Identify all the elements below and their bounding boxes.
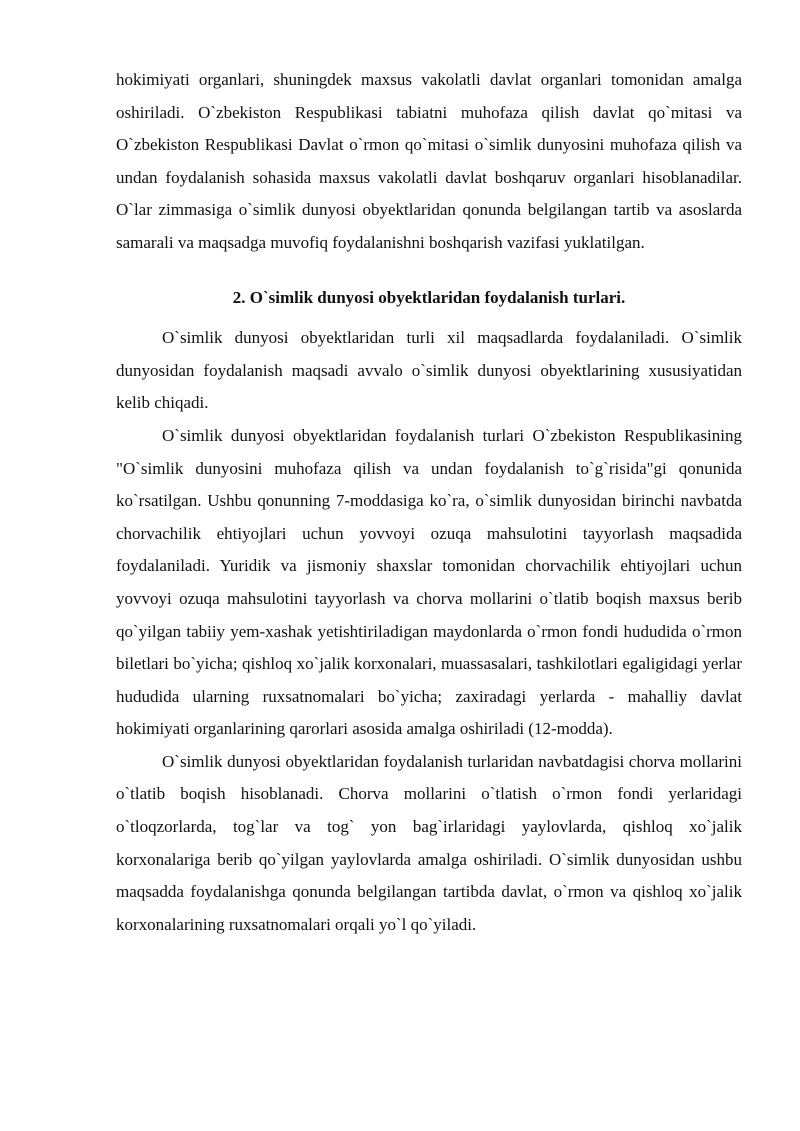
paragraph-intro: O`simlik dunyosi obyektlaridan turli xil maqsadlarda foydalaniladi. O`simlik dunyosidan foydalanish maqsadi avvalo o`simlik dunyosi obyektlarining xususiyatidan kelib chiqadi.	[116, 328, 742, 413]
paragraph-continuation: hokimiyati organlari, shuningdek maxsus vakolatli davlat organlari tomonidan amalga oshiriladi. O`zbekiston Respublikasi tabiatni muhofaza qilish davlat qo`mitasi va O`zbekiston Respublikasi Davlat o`rmon qo`mitasi o`simlik dunyosini muhofaza qilish va undan foydalanish sohasida maxsus vakolatli davlat boshqaruv organlari hisoblanadilar. O`lar zimmasiga o`simlik dunyosi obyektlaridan qonunda belgilangan tartib va asoslarda samarali va maqsadga muvofiq foydalanishni boshqarish vazifasi yuklatilgan.	[116, 70, 742, 252]
paragraph-law-reference: O`simlik dunyosi obyektlaridan foydalanish turlari O`zbekiston Respublikasining "O`simlik dunyosini muhofaza qilish va undan foydalanish to`g`risida"gi qonunida ko`rsatilgan. Ushbu qonunning 7-moddasiga ko`ra, o`simlik dunyosidan birinchi navbatda chorvachilik ehtiyojlari uchun yovvoyi ozuqa mahsulotini tayyorlash maqsadida foydalaniladi. Yuridik va jismoniy shaxslar tomonidan chorvachilik ehtiyojlari uchun yovvoyi ozuqa mahsulotini tayyorlash va chorva mollarini o`tlatib boqish maxsus berib qo`yilgan tabiiy yem-xashak yetishtiriladigan maydonlarda o`rmon fondi hududida o`rmon biletlari bo`yicha; qishloq xo`jalik korxonalari, muassasalari, tashkilotlari egaligidagi yerlar hududida ularning ruxsatnomalari bo`yicha; zaxiradagi yerlarda - mahalliy davlat hokimiyati organlarining qarorlari asosida amalga oshiriladi (12-modda).	[116, 425, 742, 739]
section-heading: 2. O`simlik dunyosi obyektlaridan foydalanish turlari.	[232, 287, 626, 307]
document-page	[116, 64, 742, 941]
paragraph-grazing: O`simlik dunyosi obyektlaridan foydalanish turlaridan navbatdagisi chorva mollarini o`tlatib boqish hisoblanadi. Chorva mollarini o`tlatish o`rmon fondi yerlaridagi o`tloqzorlarda, tog`lar va tog` yon bag`irlaridagi yaylovlarda, qishloq xo`jalik korxonalariga berib qo`yilgan yaylovlarda amalga oshiriladi. O`simlik dunyosidan ushbu maqsadda foydalanishga qonunda belgilangan tartibda davlat, o`rmon va qishloq xo`jalik korxonalarining ruxsatnomalari orqali yo`l qo`yiladi.	[116, 751, 742, 934]
